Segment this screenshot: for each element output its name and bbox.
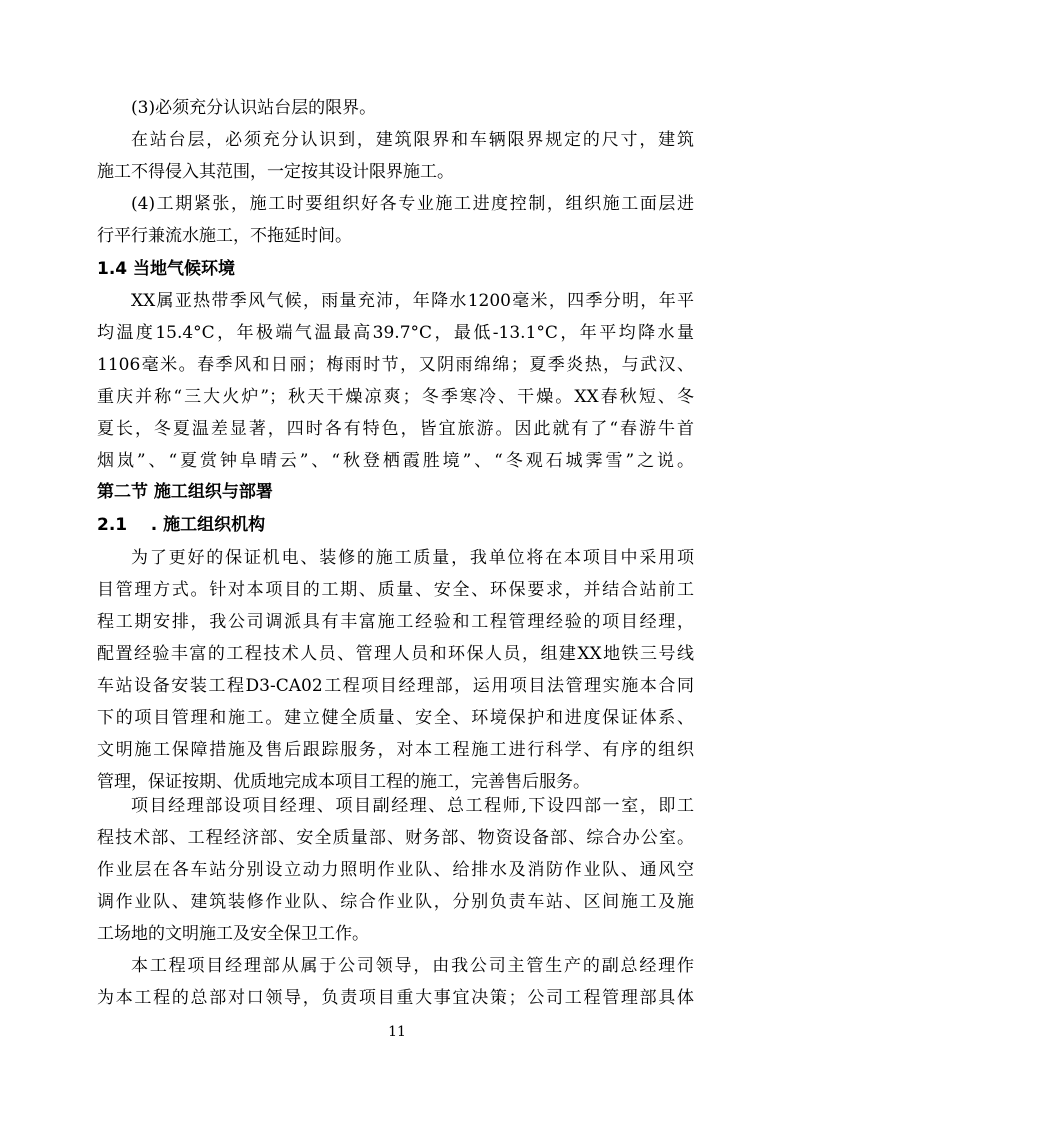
line: 1106毫米。春季风和日丽；梅雨时节，又阴雨绵绵；夏季炎热，与武汉、 <box>97 355 694 375</box>
line: 调作业队、建筑装修作业队、综合作业队，分别负责车站、区间施工及施 <box>97 892 694 912</box>
section-heading: 1.4 当地气候环境 <box>97 259 236 279</box>
line: 车站设备安装工程D3-CA02工程项目经理部，运用项目法管理实施本合同 <box>97 676 694 696</box>
line: 本工程项目经理部从属于公司领导，由我公司主管生产的副总经理作 <box>131 956 694 976</box>
line: 下的项目管理和施工。建立健全质量、安全、环境保护和进度保证体系、 <box>97 708 694 728</box>
line: 烟岚”、“夏赏钟阜晴云”、“秋登栖霞胜境”、“冬观石城霁雪”之说。 <box>97 451 694 471</box>
line: 配置经验丰富的工程技术人员、管理人员和环保人员，组建XX地铁三号线 <box>97 644 694 664</box>
line: 为了更好的保证机电、装修的施工质量，我单位将在本项目中采用项 <box>131 548 694 568</box>
line: (4)工期紧张，施工时要组织好各专业施工进度控制，组织施工面层进 <box>131 194 694 214</box>
line: 重庆并称“三大火炉”；秋天干燥凉爽；冬季寒冷、干燥。XX春秋短、冬 <box>97 387 694 407</box>
line: 为本工程的总部对口领导，负责项目重大事宜决策；公司工程管理部具体 <box>97 988 694 1008</box>
line: 夏长，冬夏温差显著，四时各有特色，皆宜旅游。因此就有了“春游牛首 <box>97 419 694 439</box>
line: 行平行兼流水施工，不拖延时间。 <box>97 226 352 246</box>
line: 项目经理部设项目经理、项目副经理、总工程师,下设四部一室，即工 <box>131 796 694 816</box>
line: 施工不得侵入其范围，一定按其设计限界施工。 <box>97 162 454 182</box>
page-number: 11 <box>388 1024 406 1040</box>
line: 作业层在各车站分别设立动力照明作业队、给排水及消防作业队、通风空 <box>97 860 694 880</box>
line: 管理，保证按期、优质地完成本项目工程的施工，完善售后服务。 <box>97 772 590 792</box>
line: 程技术部、工程经济部、安全质量部、财务部、物资设备部、综合办公室。 <box>97 828 694 848</box>
section-heading: 2.1 . 施工组织机构 <box>97 515 266 535</box>
line: (3)必须充分认识站台层的限界。 <box>131 98 377 118</box>
line: 目管理方式。针对本项目的工期、质量、安全、环保要求，并结合站前工 <box>97 580 694 600</box>
line: 文明施工保障措施及售后跟踪服务，对本工程施工进行科学、有序的组织 <box>97 740 694 760</box>
line: XX属亚热带季风气候，雨量充沛，年降水1200毫米，四季分明，年平 <box>131 291 694 311</box>
line: 工场地的文明施工及安全保卫工作。 <box>97 924 369 944</box>
line: 程工期安排，我公司调派具有丰富施工经验和工程管理经验的项目经理， <box>97 612 694 632</box>
section-heading: 第二节 施工组织与部署 <box>97 482 273 502</box>
line: 在站台层，必须充分认识到，建筑限界和车辆限界规定的尺寸，建筑 <box>131 130 694 150</box>
line: 均温度15.4°C，年极端气温最高39.7°C，最低-13.1°C，年平均降水量 <box>97 323 694 343</box>
